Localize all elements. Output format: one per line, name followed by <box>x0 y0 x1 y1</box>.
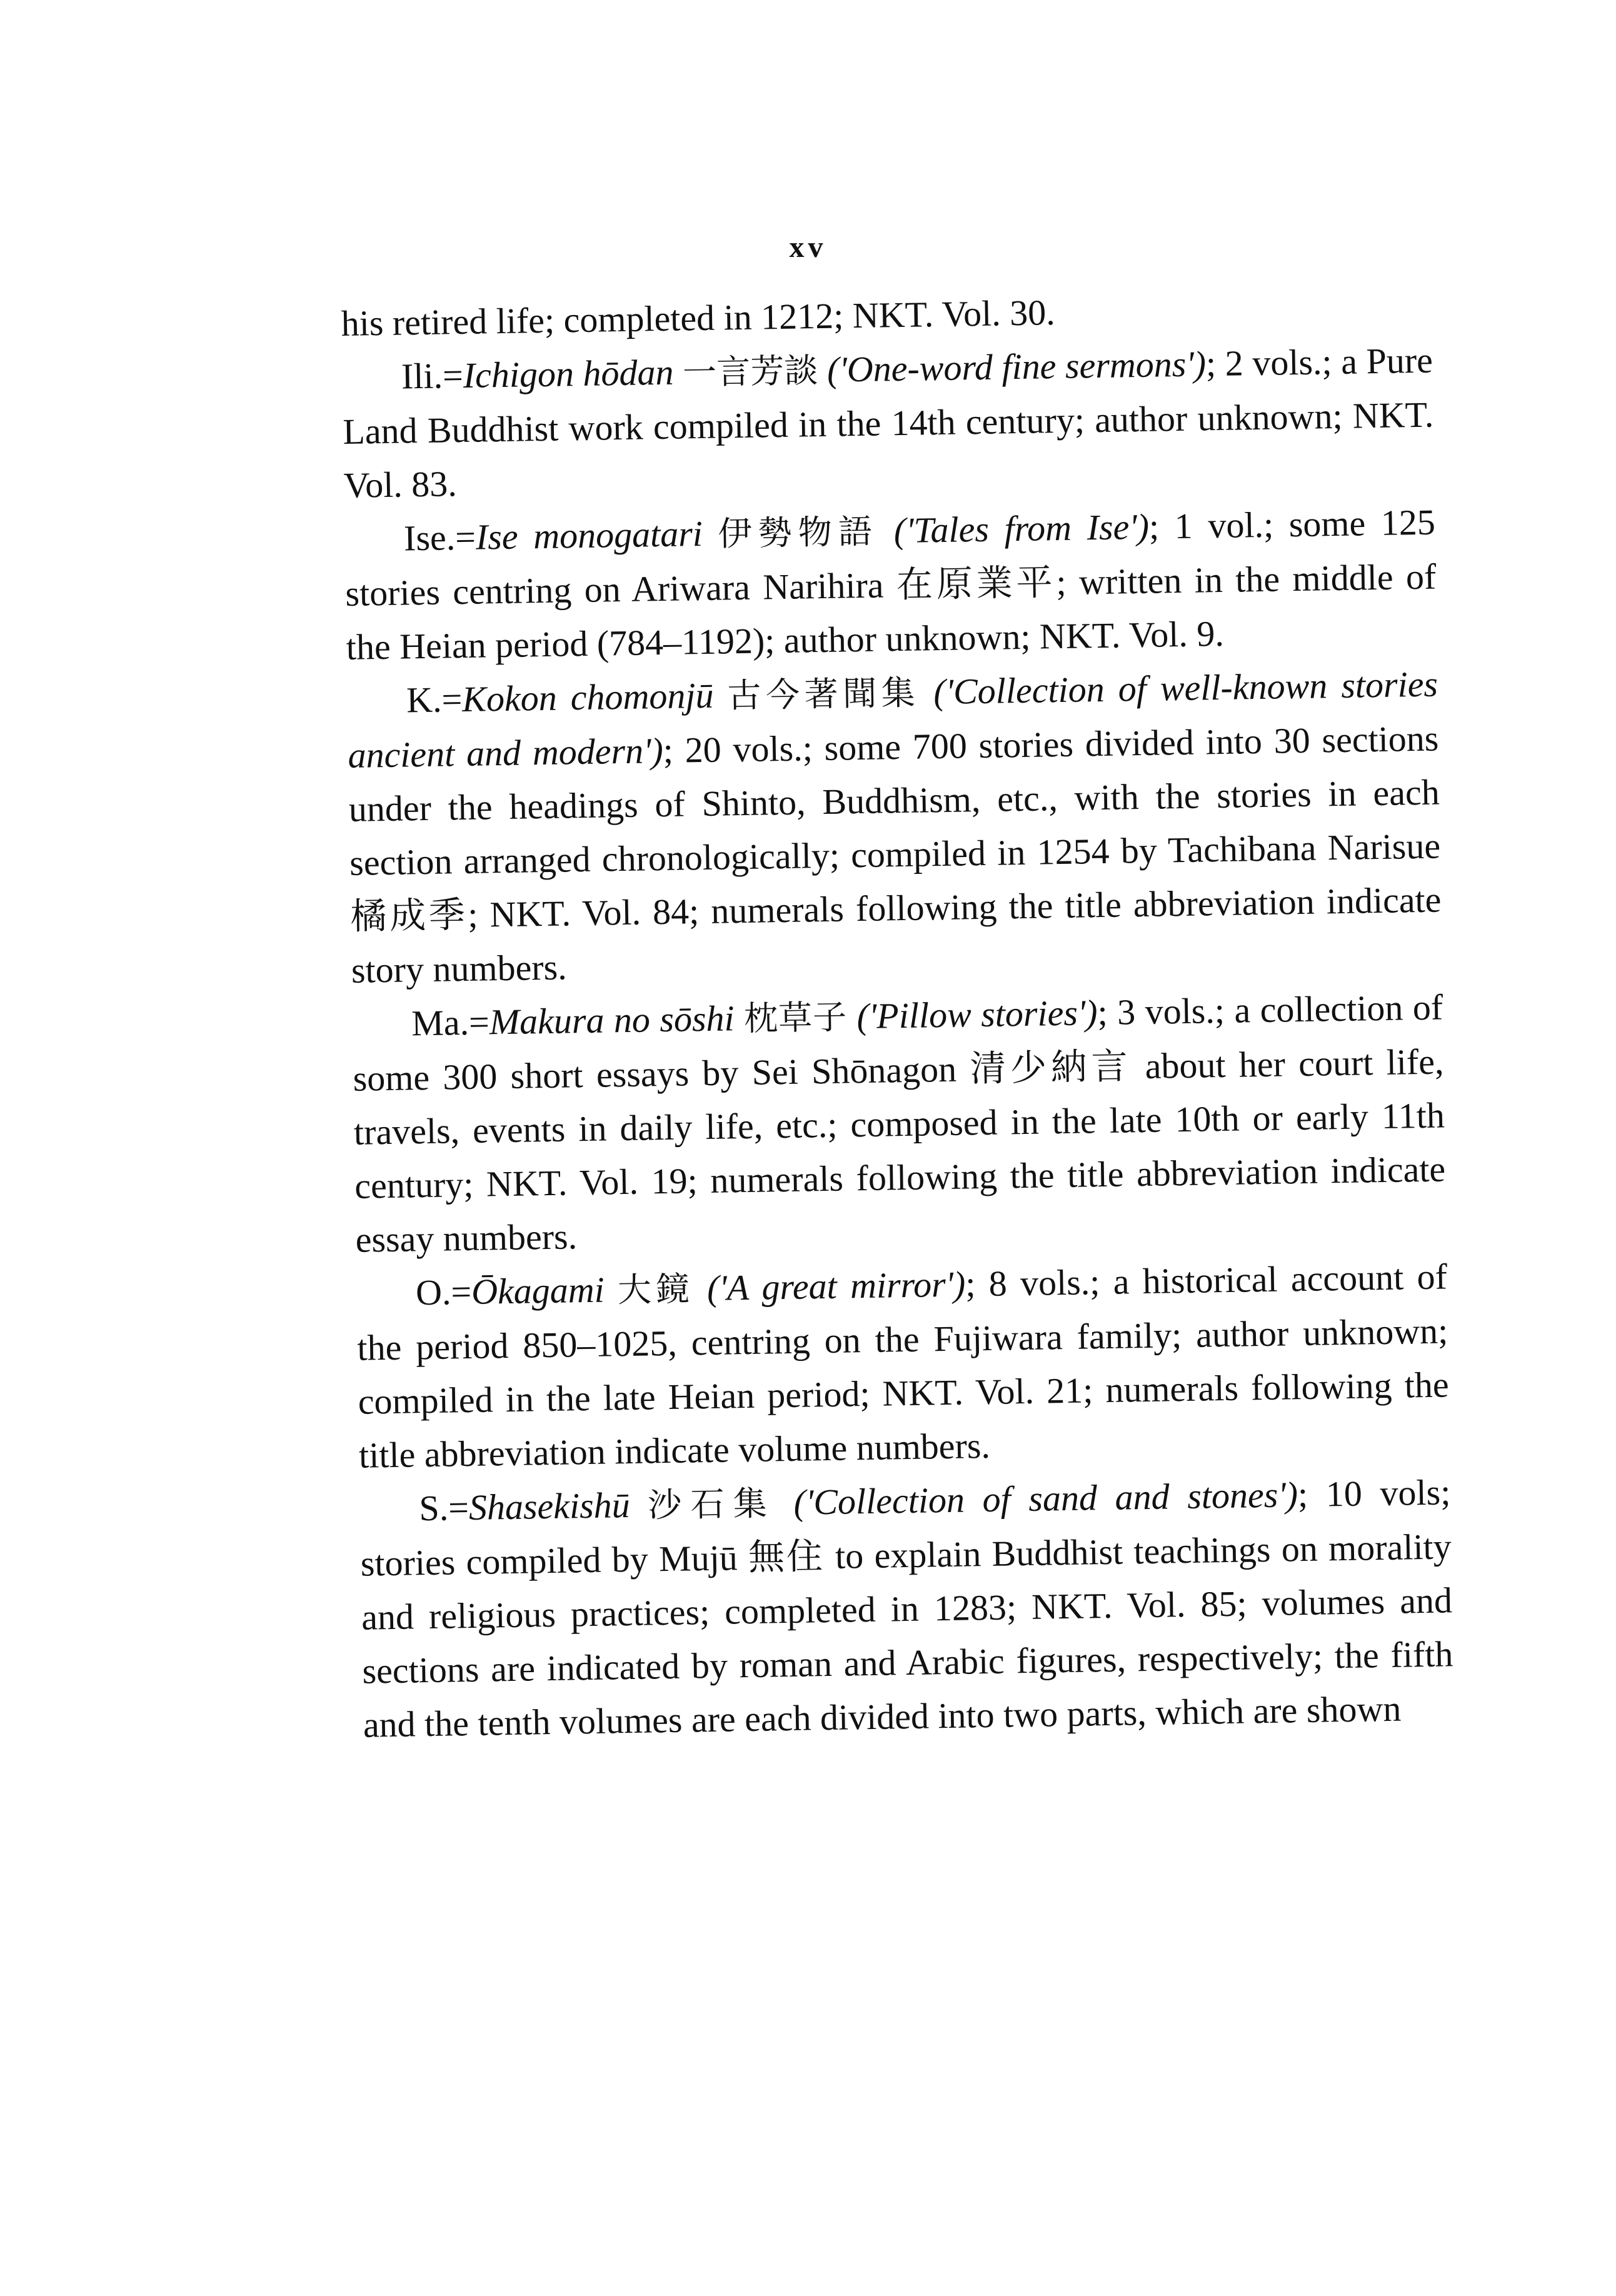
entry-title: Ise monogatari <box>475 513 703 558</box>
entry-ichigon-hodan <box>341 334 1435 513</box>
entry-title: Kokon chomonjū <box>461 674 714 720</box>
entry-abbreviation: O.= <box>415 1271 472 1313</box>
entry-title: Ichigon hōdan <box>463 351 675 396</box>
continuation-text: his retired life; completed in 1212; NKT. Vol. 30. <box>341 292 1056 344</box>
entry-japanese-title: 大鏡 <box>617 1269 695 1310</box>
entry-title: Makura no sōshi <box>489 998 735 1043</box>
entry-abbreviation: Ma.= <box>411 1001 490 1044</box>
entry-makura-no-soshi <box>352 980 1447 1266</box>
entry-japanese-title: 古今著聞集 <box>727 673 920 716</box>
entry-translation: ('Collection of well-known stories ancient and modern') <box>348 663 1438 776</box>
entry-abbreviation: Ili.= <box>401 354 464 397</box>
entry-title: Ōkagami <box>471 1269 605 1312</box>
entry-description: ; 8 vols.; a historical account of the period 850–1025, centring on the Fujiwara family; author unknown; compiled in the late Heian period; NKT. Vol. 21; numerals following the title abbreviation indicate volume numbers. <box>356 1256 1450 1476</box>
entry-shasekishu <box>359 1465 1455 1752</box>
entry-description: ; 3 vols.; a collection of some 300 short essays by Sei Shōnagon 清少納言 about her court life, travels, events in daily life, etc.; composed in the late 10th or early 11th century; NKT. Vol. 19; numerals following the title abbreviation indicate essay numbers. <box>353 986 1446 1260</box>
entry-japanese-title: 枕草子 <box>743 997 848 1039</box>
entry-japanese-title: 一言芳談 <box>682 351 818 393</box>
entry-translation: ('Collection of sand and stones') <box>793 1474 1298 1523</box>
entry-kokon-chomonju <box>346 658 1442 998</box>
page-number: xv <box>789 231 827 264</box>
entry-ise-monogatari <box>344 496 1437 674</box>
entry-translation: ('One-word fine sermons') <box>826 343 1207 390</box>
entry-description: ; 20 vols.; some 700 stories divided into 30 sections under the headings of Shinto, Buddhism, etc., with the stories in each section arranged chronologically; compiled in 1254 by Tachibana Narisue 橘成季; NKT. Vol. 84; numerals following the title abbreviation indicate story numbers. <box>348 718 1442 991</box>
entry-title: Shasekishū <box>468 1484 631 1528</box>
entry-translation: ('Pillow stories') <box>856 992 1098 1037</box>
entry-translation: ('Tales from Ise') <box>893 506 1150 551</box>
abbreviations-text <box>341 280 1454 1752</box>
entry-translation: ('A great mirror') <box>706 1263 966 1308</box>
entry-description: ; 2 vols.; a Pure Land Buddhist work compiled in the 14th century; author unknown; NKT. Vol. 83. <box>342 339 1434 506</box>
entry-japanese-title: 沙石集 <box>647 1483 776 1525</box>
entry-description: ; 1 vol.; some 125 stories centring on Ariwara Narihira 在原業平; written in the middle of the Heian period (784–1192); author unknown; NKT. Vol. 9. <box>344 501 1437 668</box>
entry-description: ; 10 vols; stories compiled by Mujū 無住 to explain Buddhist teachings on morality and religious practices; completed in 1283; NKT. Vol. 85; volumes and sections are indicated by roman and Arabic figures, respectively; the fifth and the tenth volumes are each divided into two parts, which are shown <box>360 1471 1453 1745</box>
entry-okagami <box>356 1250 1450 1482</box>
entry-abbreviation: K.= <box>406 679 463 721</box>
entry-abbreviation: S.= <box>418 1487 469 1529</box>
entry-abbreviation: Ise.= <box>403 516 476 559</box>
entry-japanese-title: 伊勢物語 <box>718 511 879 554</box>
